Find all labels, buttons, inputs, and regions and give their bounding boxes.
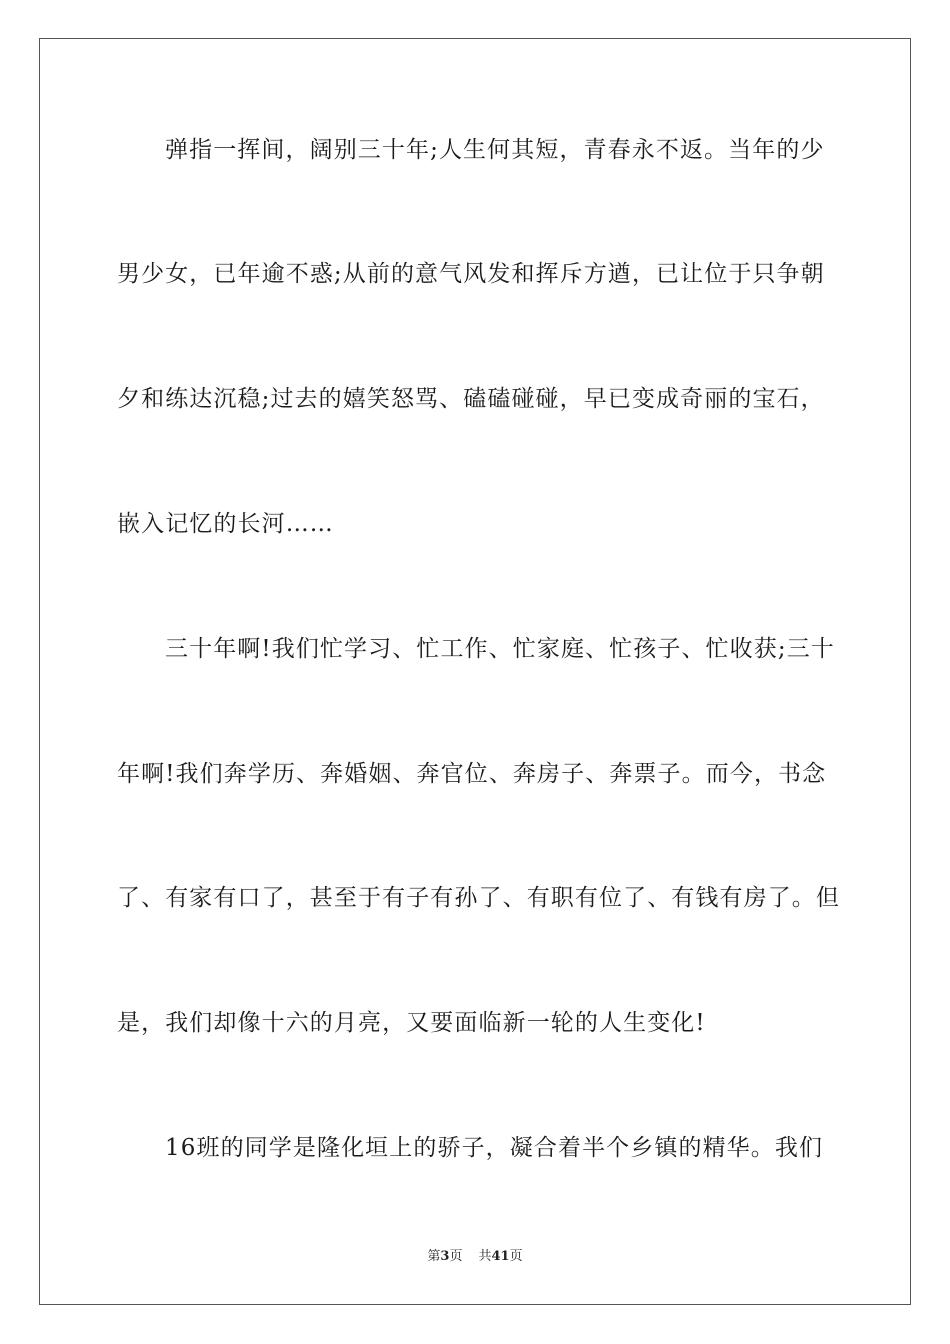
footer-page-prefix: 第 (427, 1249, 441, 1264)
footer-total-prefix: 共 (478, 1249, 492, 1264)
paragraph-2-line-4: 是，我们却像十六的月亮，又要面临新一轮的人生变化! (117, 1010, 706, 1036)
page-border (39, 38, 911, 1305)
paragraph-1-line-3: 夕和练达沉稳;过去的嬉笑怒骂、磕磕碰碰，早已变成奇丽的宝石， (117, 386, 825, 412)
footer-page-current: 3 (440, 1249, 450, 1264)
paragraph-2-line-2: 年啊!我们奔学历、奔婚姻、奔官位、奔房子、奔票子。而今，书念 (117, 761, 827, 787)
paragraph-1-line-2: 男少女，已年逾不惑;从前的意气风发和挥斥方遒，已让位于只争朝 (117, 261, 825, 287)
footer-total-suffix: 页 (509, 1249, 523, 1264)
paragraph-1-line-4: 嵌入记忆的长河…… (117, 511, 334, 537)
footer-page-suffix: 页 (449, 1249, 463, 1264)
paragraph-2-line-3: 了、有家有口了，甚至于有子有孙了、有职有位了、有钱有房了。但 (117, 885, 840, 911)
page-footer (0, 1248, 950, 1266)
footer-page-total: 41 (491, 1249, 510, 1264)
paragraph-1-line-1: 弹指一挥间，阔别三十年;人生何其短，青春永不返。当年的少 (165, 137, 825, 163)
paragraph-3-line-1: 16班的同学是隆化垣上的骄子，凝合着半个乡镇的精华。我们 (165, 1135, 824, 1161)
paragraph-2-line-1: 三十年啊!我们忙学习、忙工作、忙家庭、忙孩子、忙收获;三十 (165, 636, 835, 662)
